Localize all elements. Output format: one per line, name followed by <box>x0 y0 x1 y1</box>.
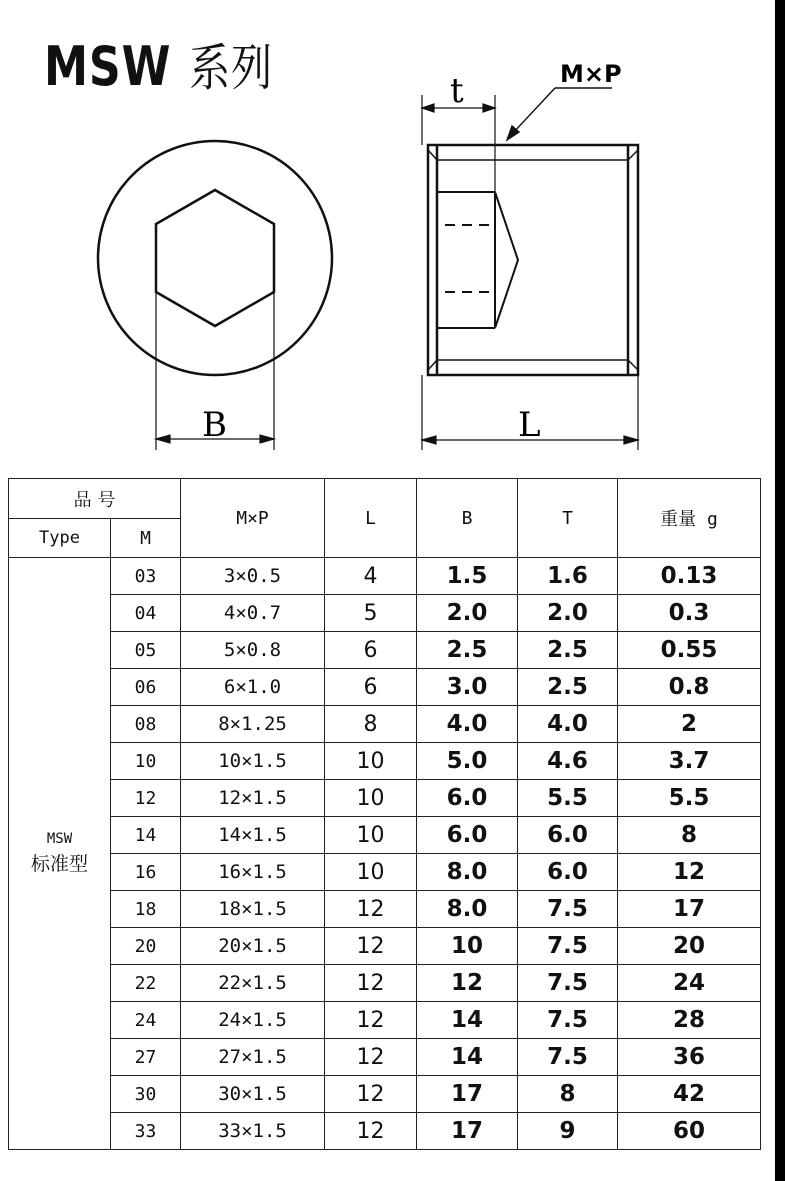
cell-t: 2.5 <box>518 632 618 669</box>
table-row <box>9 928 761 965</box>
cell-m: 10 <box>111 743 181 780</box>
technical-drawing <box>0 0 785 470</box>
cell-weight: 17 <box>618 891 761 928</box>
cell-b: 10 <box>417 928 518 965</box>
cell-l: 10 <box>325 743 417 780</box>
cell-mxp: 8×1.25 <box>181 706 325 743</box>
cell-t: 6.0 <box>518 854 618 891</box>
cell-t: 5.5 <box>518 780 618 817</box>
cell-m: 20 <box>111 928 181 965</box>
header-product-number: 品 号 <box>9 479 181 519</box>
cell-weight: 2 <box>618 706 761 743</box>
cell-mxp: 6×1.0 <box>181 669 325 706</box>
cell-t: 7.5 <box>518 1002 618 1039</box>
table-row <box>9 817 761 854</box>
type-cell <box>9 558 111 1150</box>
cell-mxp: 5×0.8 <box>181 632 325 669</box>
cell-l: 12 <box>325 1113 417 1150</box>
cell-b: 17 <box>417 1113 518 1150</box>
cell-t: 1.6 <box>518 558 618 595</box>
cell-b: 1.5 <box>417 558 518 595</box>
cell-m: 06 <box>111 669 181 706</box>
title-series: MSW <box>44 35 172 98</box>
mxp-leader <box>507 88 612 140</box>
table-row <box>9 706 761 743</box>
cell-mxp: 20×1.5 <box>181 928 325 965</box>
hex-socket <box>156 190 274 326</box>
cell-b: 17 <box>417 1076 518 1113</box>
type-cn: 标准型 <box>30 852 88 875</box>
cell-weight: 0.13 <box>618 558 761 595</box>
table-row <box>9 1076 761 1113</box>
cell-t: 7.5 <box>518 965 618 1002</box>
table-row <box>9 891 761 928</box>
cell-b: 8.0 <box>417 854 518 891</box>
cell-t: 7.5 <box>518 1039 618 1076</box>
header-m: M <box>111 519 181 558</box>
cell-b: 6.0 <box>417 780 518 817</box>
spec-table <box>8 478 761 1150</box>
label-b: B <box>202 405 227 445</box>
table-row <box>9 669 761 706</box>
label-mxp: M×P <box>560 60 622 88</box>
cell-mxp: 27×1.5 <box>181 1039 325 1076</box>
cell-l: 12 <box>325 1076 417 1113</box>
table-row <box>9 743 761 780</box>
table-row <box>9 1002 761 1039</box>
cell-b: 2.0 <box>417 595 518 632</box>
cell-mxp: 30×1.5 <box>181 1076 325 1113</box>
cell-m: 27 <box>111 1039 181 1076</box>
cell-mxp: 10×1.5 <box>181 743 325 780</box>
cell-weight: 0.8 <box>618 669 761 706</box>
cell-m: 16 <box>111 854 181 891</box>
cell-mxp: 16×1.5 <box>181 854 325 891</box>
cell-l: 4 <box>325 558 417 595</box>
table-row <box>9 632 761 669</box>
cell-l: 6 <box>325 632 417 669</box>
table-row <box>9 854 761 891</box>
cell-weight: 8 <box>618 817 761 854</box>
cell-t: 4.0 <box>518 706 618 743</box>
cell-weight: 0.55 <box>618 632 761 669</box>
title-suffix: 系列 <box>189 39 273 97</box>
header-type: Type <box>9 519 111 558</box>
cell-b: 14 <box>417 1039 518 1076</box>
table-row <box>9 595 761 632</box>
cell-b: 2.5 <box>417 632 518 669</box>
cell-b: 14 <box>417 1002 518 1039</box>
cell-m: 03 <box>111 558 181 595</box>
cell-m: 08 <box>111 706 181 743</box>
cell-mxp: 12×1.5 <box>181 780 325 817</box>
cell-weight: 12 <box>618 854 761 891</box>
cell-t: 6.0 <box>518 817 618 854</box>
cell-mxp: 4×0.7 <box>181 595 325 632</box>
cell-mxp: 18×1.5 <box>181 891 325 928</box>
cell-l: 12 <box>325 1002 417 1039</box>
cell-m: 22 <box>111 965 181 1002</box>
cell-l: 12 <box>325 891 417 928</box>
cell-t: 9 <box>518 1113 618 1150</box>
cell-l: 10 <box>325 780 417 817</box>
cell-mxp: 33×1.5 <box>181 1113 325 1150</box>
cell-l: 5 <box>325 595 417 632</box>
cell-l: 10 <box>325 817 417 854</box>
cell-l: 10 <box>325 854 417 891</box>
side-view <box>428 145 638 375</box>
table-row <box>9 965 761 1002</box>
header-l: L <box>325 479 417 558</box>
cell-l: 12 <box>325 1039 417 1076</box>
cell-l: 12 <box>325 928 417 965</box>
table-row <box>9 1113 761 1150</box>
cell-t: 2.0 <box>518 595 618 632</box>
header-b: B <box>417 479 518 558</box>
cell-m: 30 <box>111 1076 181 1113</box>
cell-m: 24 <box>111 1002 181 1039</box>
cell-weight: 24 <box>618 965 761 1002</box>
cell-m: 14 <box>111 817 181 854</box>
cell-b: 5.0 <box>417 743 518 780</box>
spec-table-body <box>9 558 761 1150</box>
label-l: L <box>518 405 541 445</box>
header-t: T <box>518 479 618 558</box>
cell-t: 7.5 <box>518 891 618 928</box>
cell-b: 4.0 <box>417 706 518 743</box>
cell-mxp: 24×1.5 <box>181 1002 325 1039</box>
cell-t: 2.5 <box>518 669 618 706</box>
cell-t: 4.6 <box>518 743 618 780</box>
cell-t: 8 <box>518 1076 618 1113</box>
cell-l: 6 <box>325 669 417 706</box>
label-t: t <box>450 71 464 111</box>
cell-mxp: 22×1.5 <box>181 965 325 1002</box>
front-view <box>98 141 332 375</box>
cell-l: 8 <box>325 706 417 743</box>
header-mxp: M×P <box>181 479 325 558</box>
type-en: MSW <box>46 830 73 847</box>
cell-weight: 60 <box>618 1113 761 1150</box>
cell-b: 12 <box>417 965 518 1002</box>
cell-weight: 36 <box>618 1039 761 1076</box>
cell-m: 05 <box>111 632 181 669</box>
table-row <box>9 1039 761 1076</box>
cell-l: 12 <box>325 965 417 1002</box>
cell-m: 12 <box>111 780 181 817</box>
cell-weight: 5.5 <box>618 780 761 817</box>
table-row <box>9 780 761 817</box>
cell-weight: 28 <box>618 1002 761 1039</box>
cell-weight: 0.3 <box>618 595 761 632</box>
header-weight: 重量 g <box>618 479 761 558</box>
cell-b: 6.0 <box>417 817 518 854</box>
cell-m: 04 <box>111 595 181 632</box>
cell-m: 33 <box>111 1113 181 1150</box>
cell-weight: 20 <box>618 928 761 965</box>
cell-weight: 42 <box>618 1076 761 1113</box>
table-row <box>9 558 761 595</box>
cell-t: 7.5 <box>518 928 618 965</box>
cell-weight: 3.7 <box>618 743 761 780</box>
cell-mxp: 3×0.5 <box>181 558 325 595</box>
cell-mxp: 14×1.5 <box>181 817 325 854</box>
cell-b: 8.0 <box>417 891 518 928</box>
cell-b: 3.0 <box>417 669 518 706</box>
plug-outline-circle <box>98 141 332 375</box>
cell-m: 18 <box>111 891 181 928</box>
